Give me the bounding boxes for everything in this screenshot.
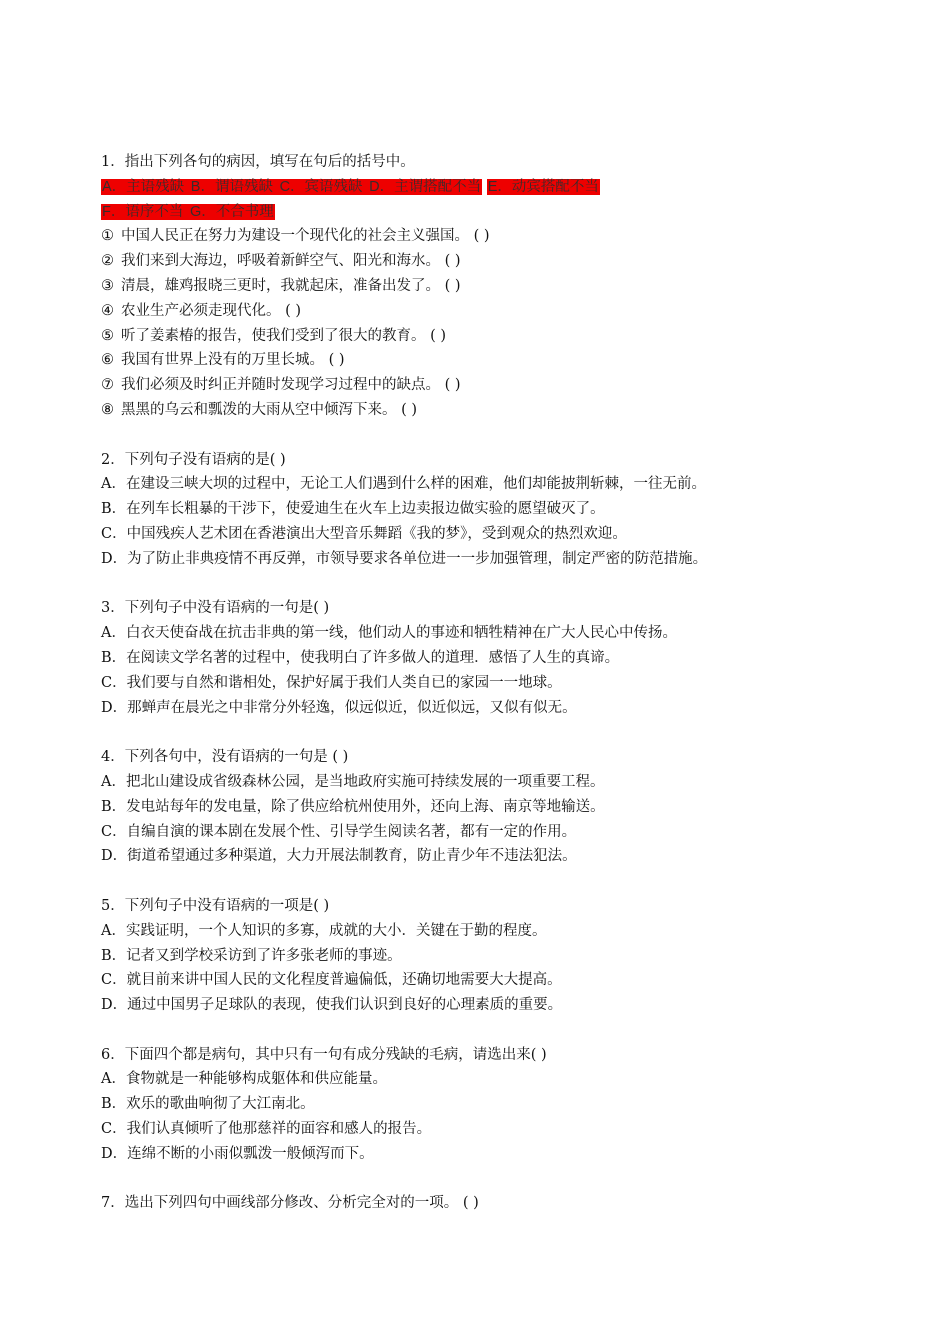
- spacer: [101, 423, 841, 448]
- sentence-text: 我们必须及时纠正并随时发现学习过程中的缺点。 ( ): [121, 377, 461, 394]
- item-number: ⑧: [101, 401, 114, 418]
- question-5-stem: 5．下列句子中没有语病的一项是( ): [101, 897, 330, 914]
- sentence-text: 听了姜素椿的报告，使我们受到了很大的教育。 ( ): [121, 327, 447, 344]
- question-1: [101, 150, 841, 423]
- sentence-text: 农业生产必须走现代化。 ( ): [121, 302, 302, 319]
- choice-option-a: A．把北山建设成省级森林公园，是当地政府实施可持续发展的一项重要工程。: [101, 773, 605, 790]
- question-6: [101, 1043, 841, 1167]
- choice-option-c: C．就目前来讲中国人民的文化程度普遍偏低，还确切地需要大大提高。: [101, 972, 562, 989]
- choice-option-d: D．那蝉声在晨光之中非常分外轻逸，似远似近，似近似远，又似有似无。: [101, 699, 577, 716]
- question-4: [101, 745, 841, 869]
- sentence-item: [101, 324, 841, 349]
- question-2-stem: 2．下列句子没有语病的是( ): [101, 451, 286, 468]
- choice-option-d: D．连绵不断的小雨似瓢泼一般倾泻而下。: [101, 1145, 374, 1162]
- choice-option-c: C．我们要与自然和谐相处，保护好属于我们人类自已的家园一一地球。: [101, 674, 562, 691]
- sentence-item: [101, 249, 841, 274]
- sentence-item: [101, 398, 841, 423]
- question-3-stem: 3．下列句子中没有语病的一句是( ): [101, 600, 330, 617]
- sentence-item: [101, 224, 841, 249]
- choice-option-c: C．自编自演的课本剧在发展个性、引导学生阅读名著，都有一定的作用。: [101, 823, 577, 840]
- question-1-stem: 1．指出下列各句的病因，填写在句后的括号中。: [101, 154, 415, 170]
- sentence-text: 我们来到大海边，呼吸着新鲜空气、阳光和海水。 ( ): [121, 253, 461, 270]
- highlighted-options-line-1: [101, 175, 841, 200]
- option-letter-a: A．主语残缺: [102, 178, 189, 195]
- option-letter-f: F．语序不当: [102, 203, 188, 220]
- sentence-text: 黑黑的乌云和瓢泼的大雨从空中倾泻下来。 ( ): [121, 401, 418, 418]
- spacer: [101, 1167, 841, 1192]
- option-letter-g: G．不合书理: [189, 203, 274, 220]
- question-5: [101, 894, 841, 1018]
- question-2: [101, 448, 841, 572]
- question-7-stem: 7．选出下列四句中画线部分修改、分析完全对的一项。 ( ): [101, 1195, 479, 1212]
- item-number: ⑥: [101, 352, 114, 369]
- item-number: ⑦: [101, 377, 114, 394]
- choice-option-b: B．发电站每年的发电量，除了供应给杭州使用外，还向上海、南京等地输送。: [101, 798, 605, 815]
- question-4-stem: 4．下列各句中，没有语病的一句是 ( ): [101, 749, 349, 766]
- sentence-text: 我国有世界上没有的万里长城。 ( ): [121, 352, 345, 369]
- option-letter-c: C．宾语残缺: [279, 178, 368, 195]
- question-7: [101, 1191, 841, 1216]
- choice-option-b: B．在列车长粗暴的干涉下，使爱迪生在火车上边卖报边做实验的愿望破灭了。: [101, 501, 605, 518]
- choice-option-d: D．街道希望通过多种渠道，大力开展法制教育，防止青少年不违法犯法。: [101, 848, 577, 865]
- choice-option-c: C．中国残疾人艺术团在香港演出大型音乐舞蹈《我的梦》，受到观众的热烈欢迎。: [101, 525, 627, 542]
- option-letter-d: D．主谓搭配不当: [369, 178, 482, 195]
- spacer: [101, 869, 841, 894]
- question-6-stem: 6．下面四个都是病句，其中只有一句有成分残缺的毛病，请选出来( ): [101, 1046, 547, 1063]
- sentence-item: [101, 373, 841, 398]
- sentence-text: 清晨，雄鸡报晓三更时，我就起床，准备出发了。 ( ): [121, 277, 461, 294]
- spacer: [101, 720, 841, 745]
- item-number: ①: [101, 228, 114, 245]
- spacer: [101, 572, 841, 597]
- option-letter-b: B．谓语残缺: [190, 178, 278, 195]
- sentence-item: [101, 274, 841, 299]
- highlighted-options-line-2: [101, 200, 841, 225]
- option-letter-e: E．动宾搭配不当: [487, 178, 599, 195]
- choice-option-a: A．实践证明，一个人知识的多寡，成就的大小．关键在于勤的程度。: [101, 922, 547, 939]
- item-number: ⑤: [101, 327, 114, 344]
- exercise-sheet: [101, 150, 841, 1216]
- item-number: ③: [101, 277, 114, 294]
- sentence-item: [101, 348, 841, 373]
- choice-option-c: C．我们认真倾听了他那慈祥的面容和感人的报告。: [101, 1121, 432, 1138]
- choice-option-a: A．在建设三峡大坝的过程中，无论工人们遇到什么样的困难，他们却能披荆斩棘，一往无前。: [101, 476, 706, 493]
- item-number: ②: [101, 253, 114, 270]
- choice-option-b: B．记者又到学校采访到了许多张老师的事迹。: [101, 947, 402, 964]
- item-number: ④: [101, 302, 114, 319]
- choice-option-b: B．在阅读文学名著的过程中，使我明白了许多做人的道理．感悟了人生的真谛。: [101, 649, 620, 666]
- choice-option-a: A．白衣天使奋战在抗击非典的第一线，他们动人的事迹和牺牲精神在广大人民心中传扬。: [101, 625, 677, 642]
- sentence-item: [101, 299, 841, 324]
- choice-option-a: A．食物就是一种能够构成躯体和供应能量。: [101, 1071, 387, 1088]
- spacer: [101, 1018, 841, 1043]
- sentence-text: 中国人民正在努力为建设一个现代化的社会主义强国。 ( ): [121, 228, 490, 245]
- choice-option-b: B．欢乐的歌曲响彻了大江南北。: [101, 1096, 315, 1113]
- choice-option-d: D．通过中国男子足球队的表现，使我们认识到良好的心理素质的重要。: [101, 997, 563, 1014]
- question-3: [101, 596, 841, 720]
- choice-option-d: D．为了防止非典疫情不再反弹，市领导要求各单位进一一步加强管理，制定严密的防范措施。: [101, 550, 708, 567]
